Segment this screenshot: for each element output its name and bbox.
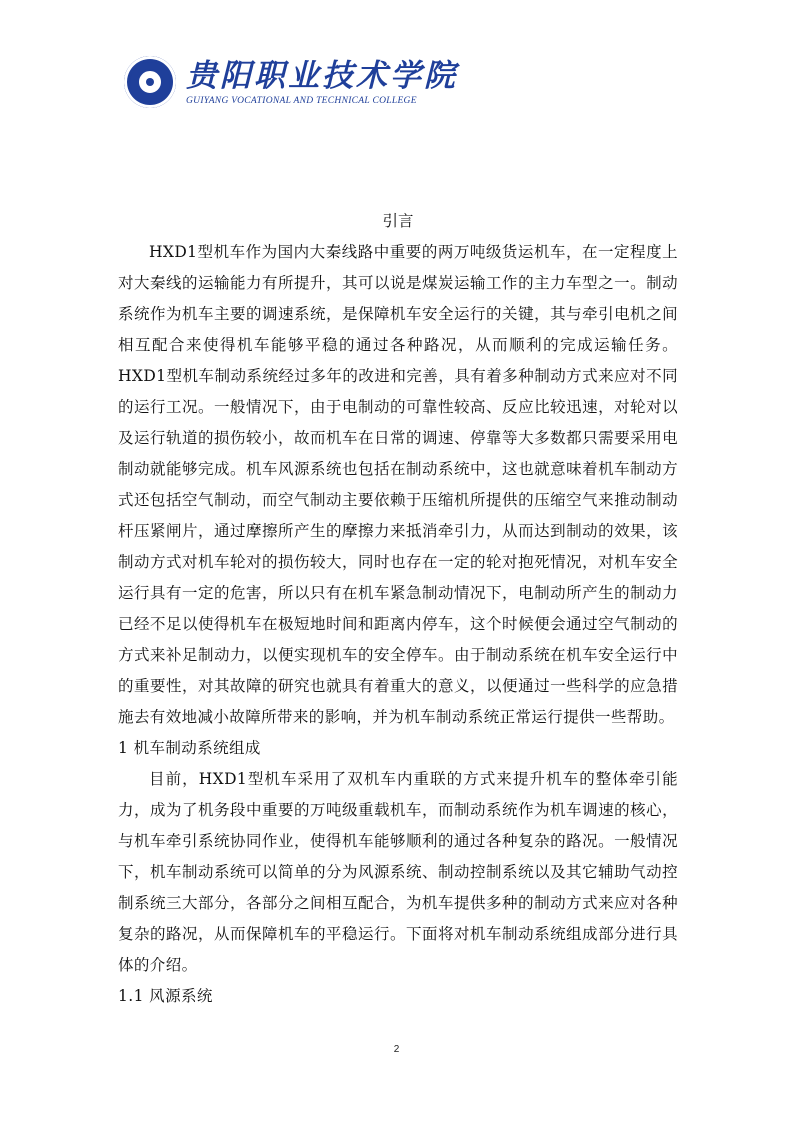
intro-paragraph: HXD1型机车作为国内大秦线路中重要的两万吨级货运机车，在一定程度上对大秦线的运输能力有所提升，其可以说是煤炭运输工作的主力车型之一。制动系统作为机车主要的调速系统，是保障机车安全运行的关键，其与牵引电机之间相互配合来使得机车能够平稳的通过各种路况，从而顺利的完成运输任务。HXD1型机车制动系统经过多年的改进和完善，具有着多种制动方式来应对不同的运行工况。一般情况下，由于电制动的可靠性较高、反应比较迅速，对轮对以及运行轨道的损伤较小，故而机车在日常的调速、停靠等大多数都只需要采用电制动就能够完成。机车风源系统也包括在制动系统中，这也就意味着机车制动方式还包括空气制动，而空气制动主要依赖于压缩机所提供的压缩空气来推动制动杆压紧闸片，通过摩擦所产生的摩擦力来抵消牵引力，从而达到制动的效果，该制动方式对机车轮对的损伤较大，同时也存在一定的轮对抱死情况，对机车安全运行具有一定的危害，所以只有在机车紧急制动情况下，电制动所产生的制动力已经不足以使得机车在极短地时间和距离内停车，这个时候便会通过空气制动的方式来补足制动力，以便实现机车的安全停车。由于制动系统在机车安全运行中的重要性，对其故障的研究也就具有着重大的意义，以便通过一些科学的应急措施去有效地减小故障所带来的影响，并为机车制动系统正常运行提供一些帮助。 <box>118 243 678 726</box>
emblem-ring <box>137 69 163 95</box>
document-body <box>118 206 678 1012</box>
section-1-1-heading: 1.1 风源系统 <box>118 987 213 1005</box>
college-name: 贵阳职业技术学院 <box>186 58 458 94</box>
page-header <box>124 56 458 112</box>
section-1-paragraph: 目前，HXD1型机车采用了双机车内重联的方式来提升机车的整体牵引能力，成为了机务段中重要的万吨级重载机车，而制动系统作为机车调速的核心，与机车牵引系统协同作业，使得机车能够顺利的通过各种复杂的路况。一般情况下，机车制动系统可以简单的分为风源系统、制动控制系统以及其它辅助气动控制系统三大部分，各部分之间相互配合，为机车提供多种的制动方式来应对各种复杂的路况，从而保障机车的平稳运行。下面将对机车制动系统组成部分进行具体的介绍。 <box>118 770 678 974</box>
college-emblem-icon <box>124 56 176 108</box>
page-number: 2 <box>393 1044 400 1055</box>
section-1-heading: 1 机车制动系统组成 <box>118 739 261 757</box>
document-title: 引言 <box>382 212 414 230</box>
emblem-center <box>146 78 154 86</box>
college-name-en: GUIYANG VOCATIONAL AND TECHNICAL COLLEGE <box>186 96 417 106</box>
